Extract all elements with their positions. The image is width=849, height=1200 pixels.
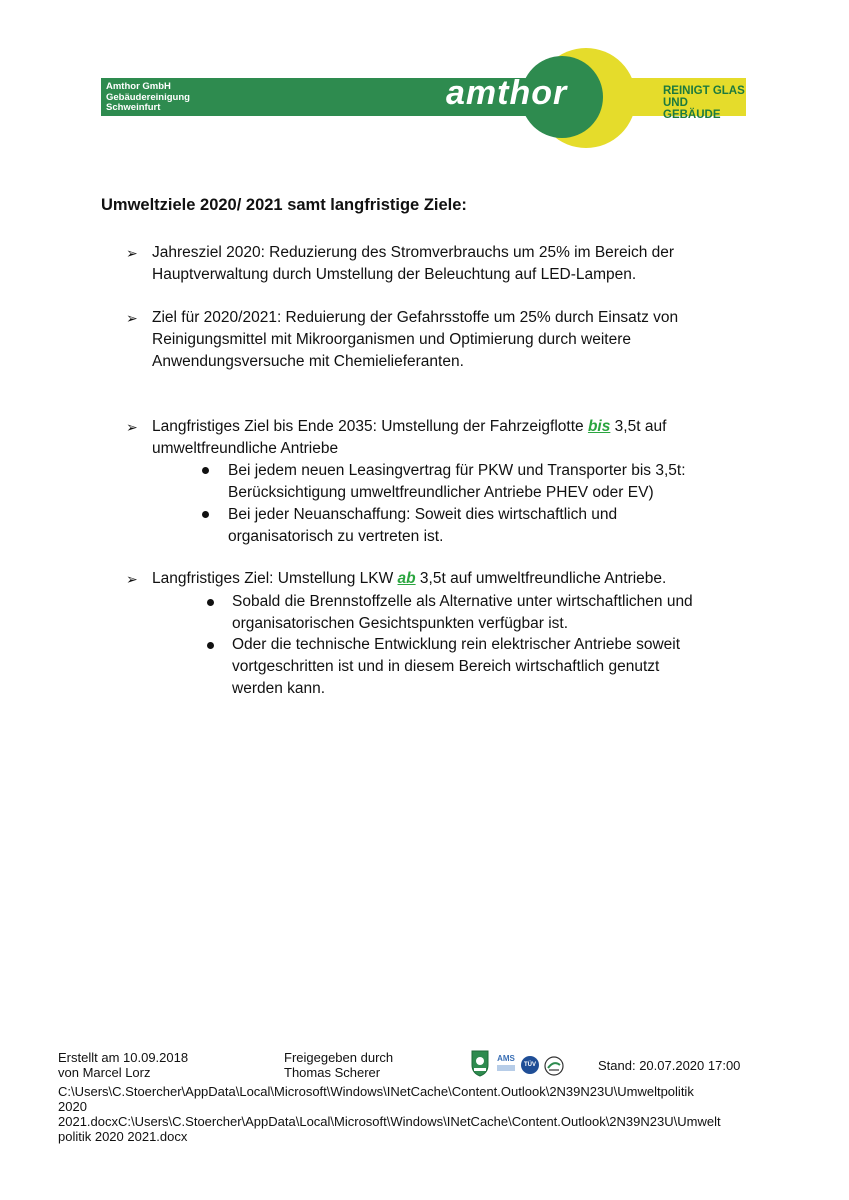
goal-text: 3,5t auf	[610, 418, 667, 435]
path-line: 2020	[58, 1099, 87, 1114]
goal-line	[152, 416, 752, 438]
created-date: Erstellt am 10.09.2018	[58, 1050, 189, 1065]
company-line: Amthor GmbH	[106, 81, 171, 92]
tuev-icon	[521, 1056, 539, 1074]
company-line: Gebäudereinigung	[106, 91, 190, 103]
arrow-bullet-icon: ➢	[126, 310, 138, 326]
goal-line: Ziel für 2020/2021: Reduierung der Gefahrsstoffe um 25% durch Einsatz von	[152, 309, 679, 326]
arrow-bullet-icon: ➢	[126, 245, 138, 261]
company-line: Schweinfurt	[106, 102, 161, 113]
footer-created	[58, 1050, 188, 1080]
sub-bullet-line: vortgeschritten ist und in diesem Bereich wirtschaftlich genutzt	[232, 658, 660, 675]
path-line: politik 2020 2021.docx	[58, 1129, 188, 1144]
goal-item	[152, 568, 752, 590]
arrow-bullet-icon: ➢	[126, 419, 138, 435]
sub-bullet-line: Sobald die Brennstoffzelle als Alternative unter wirtschaftlichen und	[232, 593, 693, 610]
bullet-dot-icon	[202, 511, 209, 518]
shield-badge-icon	[470, 1049, 490, 1077]
ams-icon	[496, 1054, 516, 1074]
goal-line: Hauptverwaltung durch Umstellung der Beleuchtung auf LED-Lampen.	[152, 266, 637, 283]
ams-label: AMS	[497, 1054, 515, 1063]
circle-badge-icon	[544, 1056, 564, 1076]
goal-line: umweltfreundliche Antriebe	[152, 440, 339, 457]
sub-bullet-line: organisatorischen Gesichtspunkten verfügbar ist.	[232, 615, 569, 632]
sub-bullet-line: organisatorisch zu vertreten ist.	[228, 528, 444, 545]
sub-bullet	[232, 591, 752, 635]
goal-line: Anwendungsversuche mit Chemielieferanten.	[152, 353, 464, 370]
ams-bar	[497, 1065, 515, 1071]
company-name	[106, 82, 190, 114]
tagline-line: UND GEBÄUDE	[663, 97, 721, 121]
arrow-bullet-icon: ➢	[126, 571, 138, 587]
released-label: Freigegeben durch	[284, 1050, 394, 1065]
goal-line: Reinigungsmittel mit Mikroorganismen und Optimierung durch weitere	[152, 331, 631, 348]
sub-bullet-line: werden kann.	[232, 680, 326, 697]
sub-bullet-line: Bei jeder Neuanschaffung: Soweit dies wirtschaftlich und	[228, 506, 618, 523]
goal-item	[152, 242, 752, 286]
bullet-dot-icon	[202, 467, 209, 474]
goal-text: Langfristiges Ziel: Umstellung LKW	[152, 570, 398, 587]
sub-bullet-line: Berücksichtigung umweltfreundlicher Antriebe PHEV oder EV)	[228, 484, 654, 501]
goal-line	[152, 568, 752, 590]
sub-bullet	[232, 634, 752, 700]
bullet-dot-icon	[207, 599, 214, 606]
sub-bullet-line: Bei jedem neuen Leasingvertrag für PKW und Transporter bis 3,5t:	[228, 462, 686, 479]
logo-wordmark: amthor	[446, 74, 568, 112]
sub-bullet	[228, 504, 748, 548]
goal-item	[152, 416, 752, 460]
path-line: 2021.docxC:\Users\C.Stoercher\AppData\Local\Microsoft\Windows\INetCache\Content.Outlook\2N39N23U\Umwelt	[58, 1114, 721, 1129]
sub-bullet-line: Oder die technische Entwicklung rein elektrischer Antriebe soweit	[232, 636, 681, 653]
sub-bullet	[228, 460, 748, 504]
goal-text: Langfristiges Ziel bis Ende 2035: Umstellung der Fahrzeigflotte	[152, 418, 588, 435]
footer-stand: Stand: 20.07.2020 17:00	[598, 1058, 741, 1073]
path-line: C:\Users\C.Stoercher\AppData\Local\Microsoft\Windows\INetCache\Content.Outlook\2N39N23U\Umweltpolitik	[58, 1084, 694, 1099]
tagline-line: REINIGT GLAS	[663, 85, 745, 97]
company-banner	[101, 74, 746, 121]
page-title: Umweltziele 2020/ 2021 samt langfristige Ziele:	[101, 196, 467, 214]
highlight-word: bis	[587, 418, 611, 435]
footer-released	[284, 1050, 393, 1080]
file-path	[58, 1084, 721, 1144]
bullet-dot-icon	[207, 642, 214, 649]
highlight-word: ab	[397, 570, 416, 587]
goal-item	[152, 307, 752, 373]
goal-line: Jahresziel 2020: Reduzierung des Stromverbrauchs um 25% im Bereich der	[152, 244, 675, 261]
released-by: Thomas Scherer	[284, 1065, 381, 1080]
goal-text: 3,5t auf umweltfreundliche Antriebe.	[415, 570, 667, 587]
tagline	[663, 85, 746, 121]
created-by: von Marcel Lorz	[58, 1065, 151, 1080]
tuev-label: TÜV	[524, 1062, 536, 1068]
